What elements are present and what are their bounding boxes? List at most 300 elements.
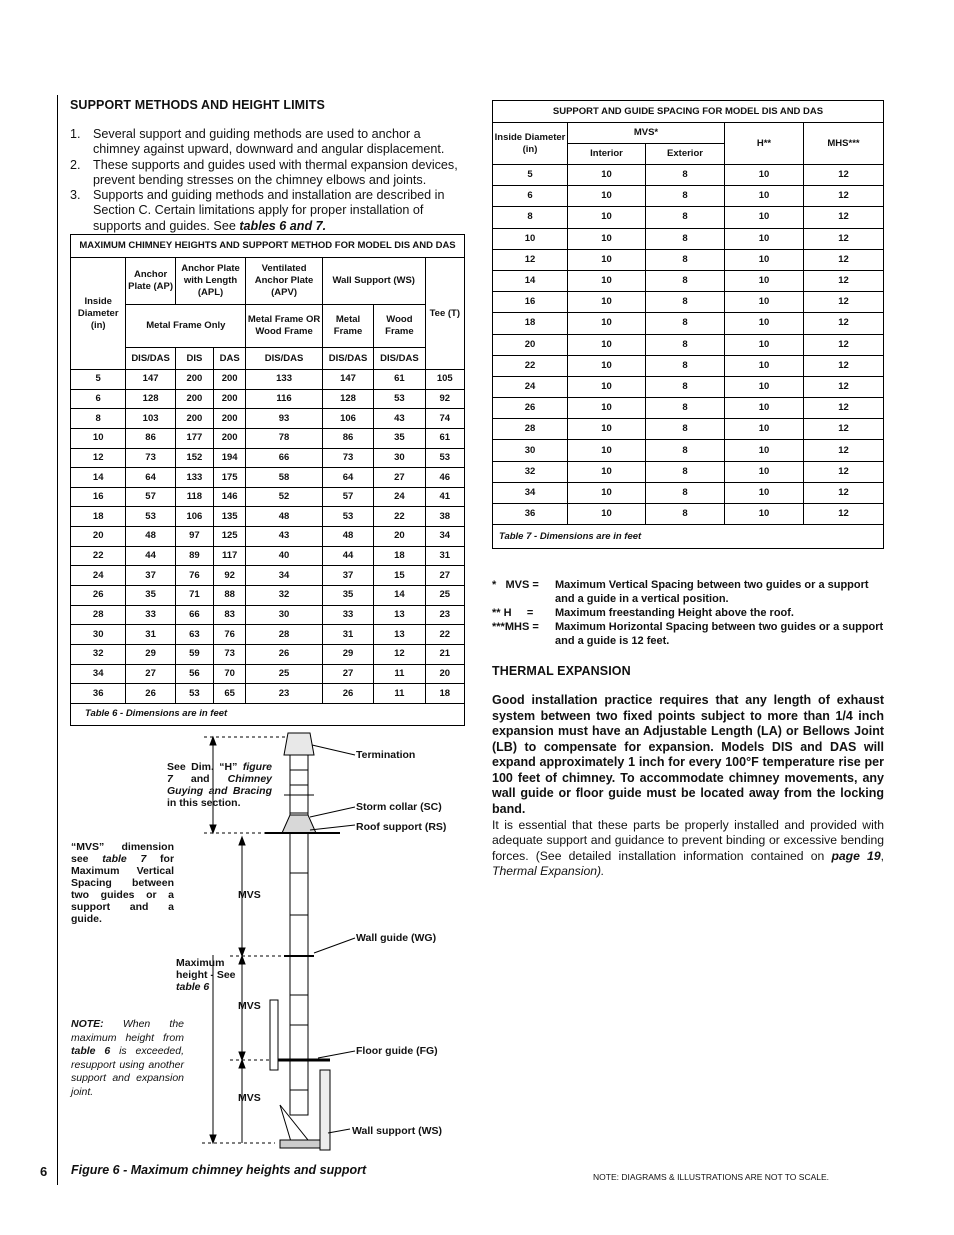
table-row	[71, 370, 465, 390]
table-cell: 152	[175, 448, 213, 468]
table-cell: 57	[126, 487, 175, 507]
table-cell: 200	[214, 428, 246, 448]
subheader: DIS/DAS	[374, 348, 425, 370]
note-row: ** H = Maximum freestanding Height above the roof.	[492, 607, 794, 619]
table-cell: 10	[493, 228, 568, 249]
table-cell: 10	[725, 398, 804, 419]
table-cell: 43	[246, 527, 323, 547]
table-cell: 20	[425, 664, 464, 684]
table-cell: 33	[322, 605, 373, 625]
subheader: DIS/DAS	[322, 348, 373, 370]
col-h: H**	[725, 123, 804, 165]
table-cell: 5	[493, 165, 568, 186]
table-row	[71, 566, 465, 586]
table-cell: 10	[568, 461, 646, 482]
table-cell: 10	[568, 313, 646, 334]
table-cell: 31	[126, 625, 175, 645]
note-row: * MVS = Maximum Vertical Spacing between two guides or a support and a guide in a vertical position.	[492, 579, 869, 605]
table-cell: 8	[71, 409, 126, 429]
table-cell: 61	[374, 370, 425, 390]
table-cell: 8	[646, 355, 725, 376]
table-cell: 8	[646, 186, 725, 207]
table-row	[493, 207, 884, 228]
table-cell: 6	[71, 389, 126, 409]
table-cell: 12	[804, 186, 884, 207]
table-row	[71, 644, 465, 664]
table-cell: 10	[568, 376, 646, 397]
subheader: DAS	[214, 348, 246, 370]
col-anchor-plate-length: Anchor Plate with Length (APL)	[175, 258, 246, 305]
metal-or-wood-frame: Metal Frame OR Wood Frame	[246, 305, 323, 348]
table-row	[493, 440, 884, 461]
table-cell: 10	[725, 461, 804, 482]
table-cell: 10	[725, 186, 804, 207]
footer-note: NOTE: DIAGRAMS & ILLUSTRATIONS ARE NOT TO SCALE.	[593, 1172, 830, 1182]
table7-title: SUPPORT AND GUIDE SPACING FOR MODEL DIS AND DAS	[493, 101, 884, 123]
page-number: 6	[40, 1164, 48, 1179]
table-cell: 10	[568, 207, 646, 228]
table-cell: 52	[246, 487, 323, 507]
table-cell: 66	[175, 605, 213, 625]
col-wall-support: Wall Support (WS)	[322, 258, 425, 305]
table-cell: 27	[425, 566, 464, 586]
table-cell: 93	[246, 409, 323, 429]
table-cell: 106	[175, 507, 213, 527]
table-row	[493, 270, 884, 291]
table-cell: 32	[246, 586, 323, 606]
table-cell: 29	[126, 644, 175, 664]
table-cell: 28	[71, 605, 126, 625]
table-cell: 10	[568, 419, 646, 440]
table-cell: 92	[214, 566, 246, 586]
table-cell: 11	[374, 684, 425, 704]
table-cell: 12	[804, 207, 884, 228]
table-row	[71, 684, 465, 704]
table-cell: 18	[71, 507, 126, 527]
table-cell: 21	[425, 644, 464, 664]
table-cell: 23	[425, 605, 464, 625]
thermal-bold-paragraph: Good installation practice requires that any length of exhaust system between two fixed points subject to more than 1/4 inch expansion must have an Adjustable Length (LA) or Bellows Joint (LB) to compensate for expansion. Models DIS and DAS will expand approximately 1 inch for every 100°F temperature rise per 100 feet of chimney. To accommodate chimney movements, any wall guide or floor guide must be located away from the locking band.	[492, 693, 884, 816]
table-cell: 35	[374, 428, 425, 448]
list-item: 2. These supports and guides used with thermal expansion devices, prevent bending stresses on the chimney elbows and joints.	[70, 157, 458, 187]
table-cell: 18	[425, 684, 464, 704]
table-cell: 200	[214, 370, 246, 390]
table-cell: 27	[374, 468, 425, 488]
table-cell: 146	[214, 487, 246, 507]
table-cell: 73	[126, 448, 175, 468]
table-row	[71, 605, 465, 625]
label-wall-guide: Wall guide (WG)	[356, 932, 437, 944]
table-cell: 200	[175, 370, 213, 390]
table-cell: 31	[322, 625, 373, 645]
table-cell: 26	[71, 586, 126, 606]
table-cell: 30	[246, 605, 323, 625]
label-wall-support: Wall support (WS)	[352, 1125, 443, 1137]
table-cell: 10	[725, 270, 804, 291]
table-cell: 22	[425, 625, 464, 645]
table-cell: 8	[646, 482, 725, 503]
table-cell: 10	[568, 270, 646, 291]
table-cell: 8	[646, 165, 725, 186]
col-ventilated-anchor-plate: Ventilated Anchor Plate (APV)	[246, 258, 323, 305]
table-cell: 26	[493, 398, 568, 419]
table-cell: 30	[493, 440, 568, 461]
table-cell: 27	[126, 664, 175, 684]
table-cell: 35	[322, 586, 373, 606]
table-cell: 106	[322, 409, 373, 429]
table-cell: 40	[246, 546, 323, 566]
table-cell: 76	[175, 566, 213, 586]
table-cell: 28	[246, 625, 323, 645]
table-cell: 10	[725, 249, 804, 270]
table-row	[493, 355, 884, 376]
table-cell: 12	[804, 313, 884, 334]
table-cell: 14	[71, 468, 126, 488]
table-cell: 64	[126, 468, 175, 488]
table-cell: 12	[804, 461, 884, 482]
table-cell: 18	[374, 546, 425, 566]
table-cell: 133	[175, 468, 213, 488]
table-cell: 10	[725, 228, 804, 249]
table-row	[493, 165, 884, 186]
col-mvs: MVS*	[568, 123, 725, 144]
table-cell: 18	[493, 313, 568, 334]
table-cell: 28	[493, 419, 568, 440]
table-row	[71, 468, 465, 488]
table-cell: 37	[126, 566, 175, 586]
table-cell: 12	[71, 448, 126, 468]
table-row	[71, 546, 465, 566]
abbreviation-notes	[492, 578, 884, 648]
table-row	[493, 398, 884, 419]
label-roof-support: Roof support (RS)	[356, 821, 447, 833]
table6-title: MAXIMUM CHIMNEY HEIGHTS AND SUPPORT METHOD FOR MODEL DIS AND DAS	[71, 235, 465, 258]
table-cell: 8	[646, 313, 725, 334]
page-ref: page 19	[831, 848, 881, 863]
label-termination: Termination	[356, 749, 416, 761]
table-cell: 12	[374, 644, 425, 664]
table-cell: 10	[568, 440, 646, 461]
table-cell: 12	[804, 249, 884, 270]
table-cell: 11	[374, 664, 425, 684]
table-cell: 10	[725, 419, 804, 440]
col-inside-diameter: Inside Diameter (in)	[71, 258, 126, 370]
table-cell: 6	[493, 186, 568, 207]
table-cell: 8	[646, 249, 725, 270]
table-cell: 125	[214, 527, 246, 547]
table-cell: 26	[246, 644, 323, 664]
table-cell: 20	[493, 334, 568, 355]
table-cell: 200	[175, 389, 213, 409]
table-cell: 32	[493, 461, 568, 482]
table-cell: 53	[425, 448, 464, 468]
table-cell: 38	[425, 507, 464, 527]
table-cell: 86	[126, 428, 175, 448]
table-cell: 116	[246, 389, 323, 409]
table-cell: 34	[425, 527, 464, 547]
margin-rule	[57, 95, 58, 1185]
table-row	[493, 461, 884, 482]
subheader: DIS/DAS	[126, 348, 175, 370]
table-cell: 59	[175, 644, 213, 664]
table-cell: 74	[425, 409, 464, 429]
list-item: 3. Supports and guiding methods and installation are described in Section C. Certain limitations apply for proper installation of supports and guides. See tables 6 and 7.	[70, 188, 445, 233]
table-cell: 10	[568, 482, 646, 503]
table-cell: 10	[568, 292, 646, 313]
metal-frame-only: Metal Frame Only	[126, 305, 246, 348]
table-cell: 8	[646, 270, 725, 291]
table-cell: 10	[568, 228, 646, 249]
table-cell: 8	[646, 398, 725, 419]
table-cell: 22	[493, 355, 568, 376]
table-cell: 88	[214, 586, 246, 606]
support-list	[70, 127, 465, 234]
table-cell: 12	[804, 228, 884, 249]
table-cell: 14	[493, 270, 568, 291]
table-cell: 37	[322, 566, 373, 586]
table-cell: 58	[246, 468, 323, 488]
table-cell: 12	[804, 355, 884, 376]
table-cell: 147	[322, 370, 373, 390]
table-cell: 12	[804, 482, 884, 503]
table-row	[71, 586, 465, 606]
table-cell: 92	[425, 389, 464, 409]
table-cell: 23	[246, 684, 323, 704]
table-cell: 10	[568, 249, 646, 270]
support-heading: SUPPORT METHODS AND HEIGHT LIMITS	[70, 98, 325, 112]
table-row	[493, 292, 884, 313]
table-cell: 15	[374, 566, 425, 586]
table-cell: 16	[493, 292, 568, 313]
subheader: DIS/DAS	[246, 348, 323, 370]
table-cell: 12	[804, 270, 884, 291]
table-cell: 10	[725, 207, 804, 228]
table-cell: 10	[725, 482, 804, 503]
table-cell: 10	[725, 504, 804, 525]
table-cell: 200	[214, 409, 246, 429]
table-cell: 53	[175, 684, 213, 704]
list-item: 1. Several support and guiding methods are used to anchor a chimney against upward, downward and angular displacement.	[70, 127, 445, 157]
mvs-label: MVS	[238, 889, 261, 901]
table-cell: 43	[374, 409, 425, 429]
table-cell: 13	[374, 625, 425, 645]
table-cell: 57	[322, 487, 373, 507]
col-mhs: MHS***	[804, 123, 884, 165]
table-cell: 8	[646, 461, 725, 482]
table7-caption: Table 7 - Dimensions are in feet	[493, 525, 884, 549]
table-cell: 24	[374, 487, 425, 507]
table-cell: 12	[804, 440, 884, 461]
table-cell: 135	[214, 507, 246, 527]
table-row	[71, 428, 465, 448]
table-cell: 89	[175, 546, 213, 566]
table-cell: 34	[246, 566, 323, 586]
metal-frame: Metal Frame	[322, 305, 373, 348]
table-cell: 22	[374, 507, 425, 527]
table-cell: 5	[71, 370, 126, 390]
table-cell: 8	[646, 207, 725, 228]
table-cell: 24	[493, 376, 568, 397]
table-cell: 200	[214, 389, 246, 409]
table-cell: 12	[804, 334, 884, 355]
table-cell: 24	[71, 566, 126, 586]
mvs-note: “MVS” dimension see table 7 for Maximum Vertical Spacing between two guides or a support and a guide.	[71, 841, 175, 925]
table-cell: 20	[71, 527, 126, 547]
table-cell: 36	[71, 684, 126, 704]
table-cell: 25	[425, 586, 464, 606]
table-row	[493, 313, 884, 334]
table-cell: 10	[568, 504, 646, 525]
table-cell: 117	[214, 546, 246, 566]
table-cell: 12	[804, 165, 884, 186]
table-row	[493, 482, 884, 503]
table-cell: 35	[126, 586, 175, 606]
table-cell: 29	[322, 644, 373, 664]
table-cell: 73	[214, 644, 246, 664]
table-cell: 200	[175, 409, 213, 429]
table-cell: 175	[214, 468, 246, 488]
table-cell: 78	[246, 428, 323, 448]
table-row	[493, 376, 884, 397]
table-cell: 147	[126, 370, 175, 390]
thermal-heading: THERMAL EXPANSION	[492, 664, 631, 678]
table-cell: 71	[175, 586, 213, 606]
table-cell: 103	[126, 409, 175, 429]
table-cell: 194	[214, 448, 246, 468]
table-cell: 66	[246, 448, 323, 468]
table-cell: 10	[725, 376, 804, 397]
table-cell: 8	[646, 440, 725, 461]
table-row	[493, 186, 884, 207]
col-tee: Tee (T)	[425, 258, 464, 370]
table-cell: 46	[425, 468, 464, 488]
table-cell: 20	[374, 527, 425, 547]
table-cell: 22	[71, 546, 126, 566]
wood-frame: Wood Frame	[374, 305, 425, 348]
table-cell: 36	[493, 504, 568, 525]
table-cell: 118	[175, 487, 213, 507]
table-cell: 10	[725, 165, 804, 186]
table-row	[493, 228, 884, 249]
table-cell: 86	[322, 428, 373, 448]
table-cell: 27	[322, 664, 373, 684]
table-cell: 65	[214, 684, 246, 704]
thermal-paragraph: It is essential that these parts be properly installed and provided with adequate support and guidance to prevent binding or excessive bending forces. (See detailed installation information contained on page 19, Thermal Expansion).	[492, 818, 884, 878]
table-row	[71, 448, 465, 468]
table-cell: 53	[126, 507, 175, 527]
table-cell: 128	[126, 389, 175, 409]
table-cell: 12	[804, 504, 884, 525]
table-cell: 33	[126, 605, 175, 625]
table-row	[71, 664, 465, 684]
note-row: ***MHS = Maximum Horizontal Spacing between two guides or a support and a guide is 12 feet.	[492, 621, 884, 647]
table-cell: 34	[493, 482, 568, 503]
table-cell: 10	[725, 313, 804, 334]
table-cell: 76	[214, 625, 246, 645]
table-row	[71, 389, 465, 409]
col-anchor-plate: Anchor Plate (AP)	[126, 258, 175, 305]
table-cell: 8	[646, 376, 725, 397]
table-cell: 10	[725, 355, 804, 376]
table-cell: 12	[804, 376, 884, 397]
table-7	[492, 100, 884, 549]
table-cell: 10	[568, 398, 646, 419]
table-cell: 48	[126, 527, 175, 547]
table-cell: 31	[425, 546, 464, 566]
table-cell: 70	[214, 664, 246, 684]
resupport-note: NOTE: When the maximum height from table 6 is exceeded, resupport using another support and expansion joint.	[71, 1018, 184, 1098]
col-inside-diameter: Inside Diameter (in)	[493, 123, 568, 165]
table-cell: 53	[374, 389, 425, 409]
table-cell: 133	[246, 370, 323, 390]
table-cell: 97	[175, 527, 213, 547]
col-interior: Interior	[568, 144, 646, 165]
see-dim-h-note: See Dim. “H” figure 7 and Chimney Guying and Bracing in this section.	[167, 761, 273, 809]
table-cell: 73	[322, 448, 373, 468]
table-cell: 83	[214, 605, 246, 625]
table-cell: 30	[71, 625, 126, 645]
table-cell: 8	[646, 334, 725, 355]
table-cell: 48	[246, 507, 323, 527]
table-row	[493, 249, 884, 270]
table-cell: 63	[175, 625, 213, 645]
table-cell: 13	[374, 605, 425, 625]
table-row	[71, 507, 465, 527]
table-row	[71, 409, 465, 429]
table-cell: 10	[725, 440, 804, 461]
table-cell: 44	[126, 546, 175, 566]
col-exterior: Exterior	[646, 144, 725, 165]
table-cell: 12	[804, 292, 884, 313]
table-cell: 64	[322, 468, 373, 488]
table-cell: 16	[71, 487, 126, 507]
table-cell: 8	[646, 419, 725, 440]
table-cell: 26	[126, 684, 175, 704]
table-cell: 10	[725, 292, 804, 313]
table-cell: 61	[425, 428, 464, 448]
table-cell: 8	[493, 207, 568, 228]
table-cell: 41	[425, 487, 464, 507]
table-cell: 10	[71, 428, 126, 448]
table-cell: 10	[568, 355, 646, 376]
table-cell: 12	[493, 249, 568, 270]
table-cell: 25	[246, 664, 323, 684]
table-cell: 177	[175, 428, 213, 448]
table-cell: 10	[568, 186, 646, 207]
table-cell: 8	[646, 292, 725, 313]
table-cell: 12	[804, 419, 884, 440]
label-floor-guide: Floor guide (FG)	[356, 1045, 438, 1057]
table-cell: 10	[568, 165, 646, 186]
mvs-label: MVS	[238, 1000, 261, 1012]
figure-caption: Figure 6 - Maximum chimney heights and support	[71, 1163, 367, 1177]
table-row	[71, 527, 465, 547]
table-cell: 56	[175, 664, 213, 684]
table-row	[71, 487, 465, 507]
subheader: DIS	[175, 348, 213, 370]
mvs-label: MVS	[238, 1092, 261, 1104]
table6-caption: Table 6 - Dimensions are in feet	[71, 703, 465, 725]
table-6	[70, 234, 465, 726]
maximum-height-note: Maximum height - See table 6	[176, 957, 236, 993]
table-row	[71, 625, 465, 645]
table-cell: 32	[71, 644, 126, 664]
table-cell: 14	[374, 586, 425, 606]
table-row	[493, 419, 884, 440]
table-cell: 8	[646, 228, 725, 249]
table-cell: 48	[322, 527, 373, 547]
table-cell: 128	[322, 389, 373, 409]
